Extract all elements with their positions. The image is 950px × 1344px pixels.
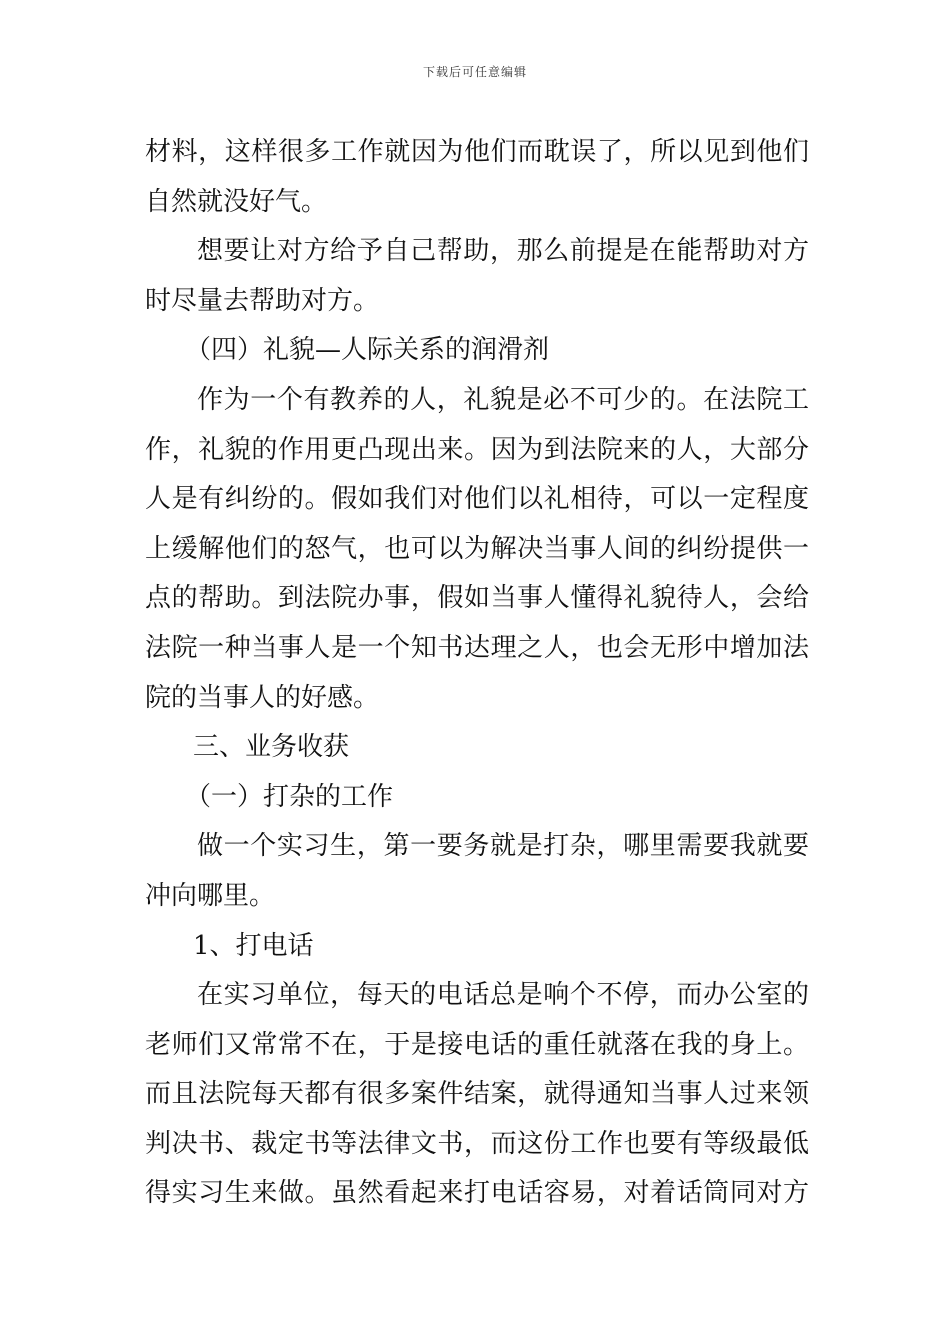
paragraph-line: 法院一种当事人是一个知书达理之人，也会无形中增加法 — [145, 632, 809, 663]
paragraph-line: 院的当事人的好感。 — [145, 682, 380, 713]
paragraph-line: 得实习生来做。虽然看起来打电话容易，对着话筒同对方 — [145, 1178, 809, 1209]
paragraph-line: 而且法院每天都有很多案件结案，就得通知当事人过来领 — [145, 1079, 809, 1110]
paragraph-line: 做一个实习生，第一要务就是打杂，哪里需要我就要 — [197, 831, 809, 862]
paragraph-line: 点的帮助。到法院办事，假如当事人懂得礼貌待人，会给 — [145, 583, 809, 614]
paragraph-line: 在实习单位，每天的电话总是响个不停，而办公室的 — [197, 980, 809, 1011]
paragraph-line: 老师们又常常不在，于是接电话的重任就落在我的身上。 — [145, 1029, 809, 1060]
paragraph-line: 判决书、裁定书等法律文书，而这份工作也要有等级最低 — [145, 1128, 809, 1159]
paragraph-line: 作，礼貌的作用更凸现出来。因为到法院来的人，大部分 — [145, 434, 809, 465]
paragraph-line: 作为一个有教养的人，礼貌是必不可少的。在法院工 — [197, 384, 809, 415]
section-heading: 三、业务收获 — [193, 732, 350, 763]
paragraph-line: 上缓解他们的怒气，也可以为解决当事人间的纠纷提供一 — [145, 533, 809, 564]
paragraph-line: 材料，这样很多工作就因为他们而耽误了，所以见到他们 — [145, 137, 809, 167]
paragraph-line: 自然就没好气。 — [145, 186, 328, 217]
page-header: 下载后可任意编辑 — [422, 65, 527, 79]
paragraph-line: 冲向哪里。 — [145, 880, 276, 911]
subsection-heading: （一）打杂的工作 — [185, 781, 394, 812]
section-heading: （四）礼貌—人际关系的润滑剂 — [185, 335, 550, 366]
paragraph-line: 时尽量去帮助对方。 — [145, 285, 380, 316]
paragraph-line: 人是有纠纷的。假如我们对他们以礼相待，可以一定程度 — [145, 484, 809, 515]
document-body — [145, 128, 809, 1219]
item-heading: 1、打电话 — [193, 930, 314, 961]
paragraph-line: 想要让对方给予自己帮助，那么前提是在能帮助对方 — [197, 236, 809, 267]
